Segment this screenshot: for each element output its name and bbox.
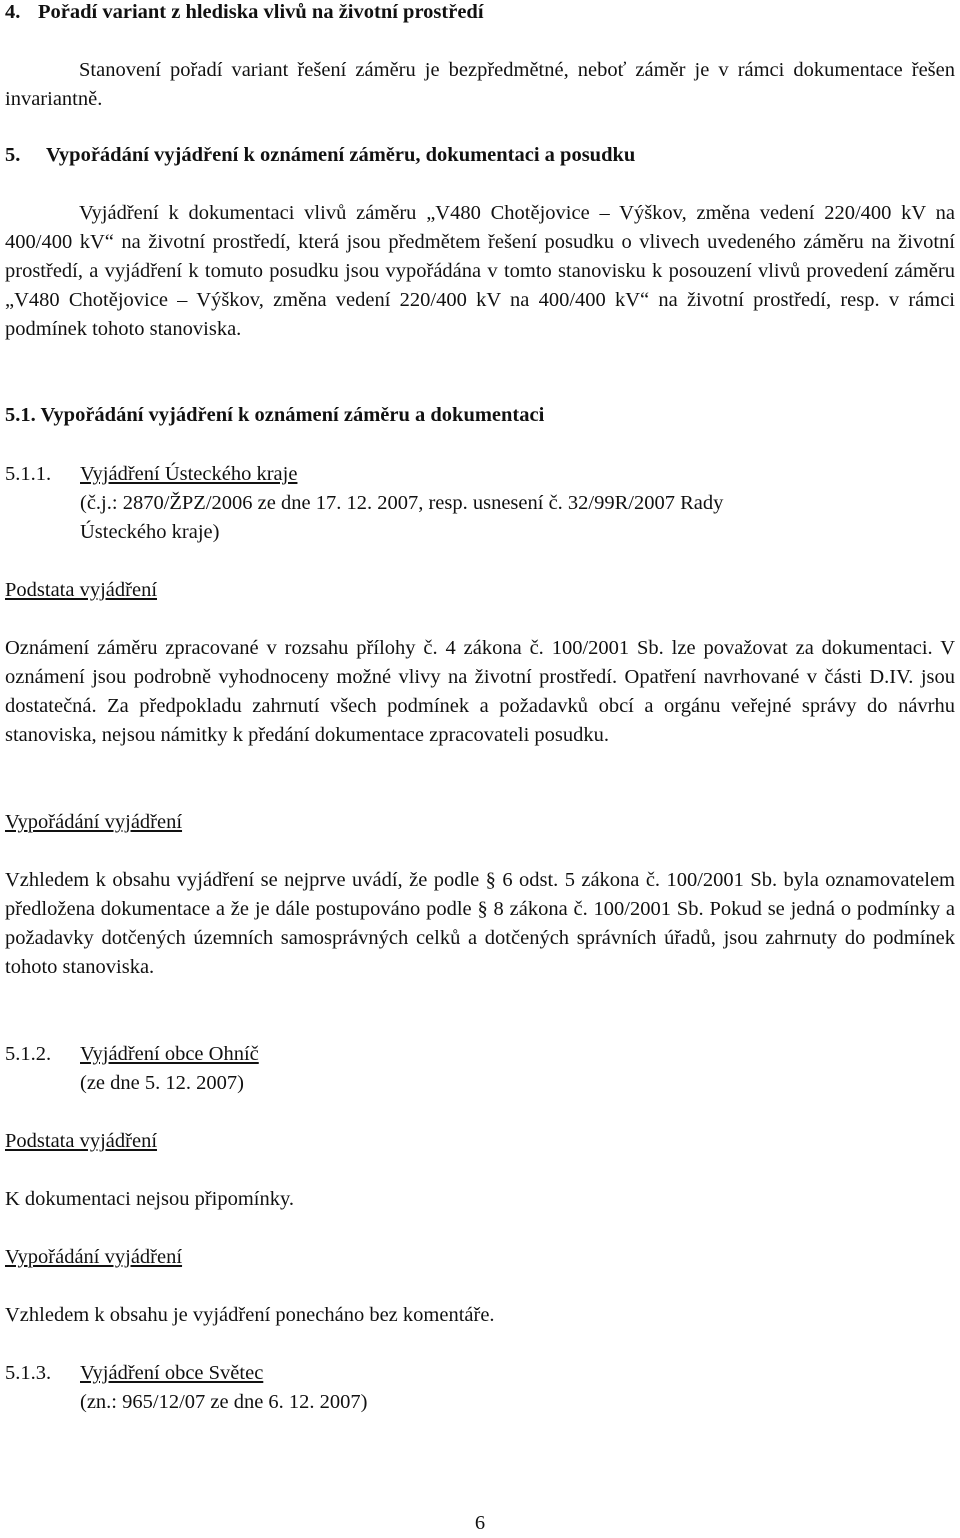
section-5-1-3-reference: (zn.: 965/12/07 ze dne 6. 12. 2007): [80, 1391, 368, 1413]
section-5-1-1-vyporadani-label: Vypořádání vyjádření: [5, 811, 183, 833]
section-5-1-2-number: 5.1.2.: [5, 1043, 52, 1065]
section-5-1-2-podstata-text: K dokumentaci nejsou připomínky.: [5, 1188, 295, 1210]
section-5-1-1-vyporadani-text: Vzhledem k obsahu vyjádření se nejprve uvádí, že podle § 6 odst. 5 zákona č. 100/2001 Sb. byla oznamovatelem předložena dokumentace a že je dále postupováno podle § 8 zákona č. 100/2001 Sb. Pokud se jedná o podmínky a požadavky dotčených územních samosprávných celků a dotčených správních úřadů, jsou zahrnuty do podmínek tohoto stanoviska.: [5, 869, 955, 978]
section-5-number: 5.: [5, 144, 21, 166]
section-5-title: Vypořádání vyjádření k oznámení záměru, dokumentaci a posudku: [46, 144, 636, 166]
section-5-1-2-reference: (ze dne 5. 12. 2007): [80, 1072, 244, 1094]
section-5-1-1-number: 5.1.1.: [5, 463, 52, 485]
section-5-paragraph: Vyjádření k dokumentaci vlivů záměru „V480 Chotějovice – Výškov, změna vedení 220/400 kV na 400/400 kV“ na životní prostředí, která jsou předmětem řešení posudku o vlivech uvedeného záměru na životní prostředí, a vyjádření k tomuto posudku jsou vypořádána v tomto stanovisku k posouzení vlivů provedení záměru „V480 Chotějovice – Výškov, změna vedení 220/400 kV na 400/400 kV“ na životní prostředí, resp. v rámci podmínek tohoto stanoviska.: [5, 202, 955, 340]
section-5-1-2-title: Vyjádření obce Ohníč: [80, 1043, 259, 1065]
section-5-1-3-title: Vyjádření obce Světec: [80, 1362, 264, 1384]
section-4-paragraph: Stanovení pořadí variant řešení záměru je bezpředmětné, neboť záměr je v rámci dokumentace řešen invariantně.: [5, 59, 955, 110]
section-4-title: Pořadí variant z hlediska vlivů na životní prostředí: [38, 1, 484, 23]
section-5-1-2-vyporadani-label: Vypořádání vyjádření: [5, 1246, 183, 1268]
section-5-1-1-title: Vyjádření Ústeckého kraje: [80, 463, 298, 485]
section-5-1-2-podstata-label: Podstata vyjádření: [5, 1130, 158, 1152]
section-5-1-2-vyporadani-text: Vzhledem k obsahu je vyjádření ponecháno bez komentáře.: [5, 1304, 495, 1326]
section-5-1-1-reference: (č.j.: 2870/ŽPZ/2006 ze dne 17. 12. 2007, resp. usnesení č. 32/99R/2007 Rady: [80, 492, 724, 514]
section-5-1-1-podstata-label: Podstata vyjádření: [5, 579, 158, 601]
section-5-heading: [5, 141, 955, 170]
section-5-1-1-reference-cont: Ústeckého kraje): [80, 521, 220, 543]
section-5-1-1-podstata-text: Oznámení záměru zpracované v rozsahu přílohy č. 4 zákona č. 100/2001 Sb. lze považovat za dokumentaci. V oznámení jsou podrobně vyhodnoceny možné vlivy na životní prostředí. Opatření navrhované v části D.IV. jsou dostatečná. Za předpokladu zahrnutí všech podmínek a požadavků obcí a orgánu veřejné správy do návrhu stanoviska, nejsou námitky k předání dokumentace zpracovateli posudku.: [5, 637, 955, 746]
section-5-1-heading: 5.1. Vypořádání vyjádření k oznámení záměru a dokumentaci: [5, 404, 545, 426]
section-4-heading: [5, 0, 955, 27]
page-number: 6: [474, 1512, 486, 1534]
section-4-number: 4.: [5, 1, 21, 23]
section-5-1-3-number: 5.1.3.: [5, 1362, 52, 1384]
